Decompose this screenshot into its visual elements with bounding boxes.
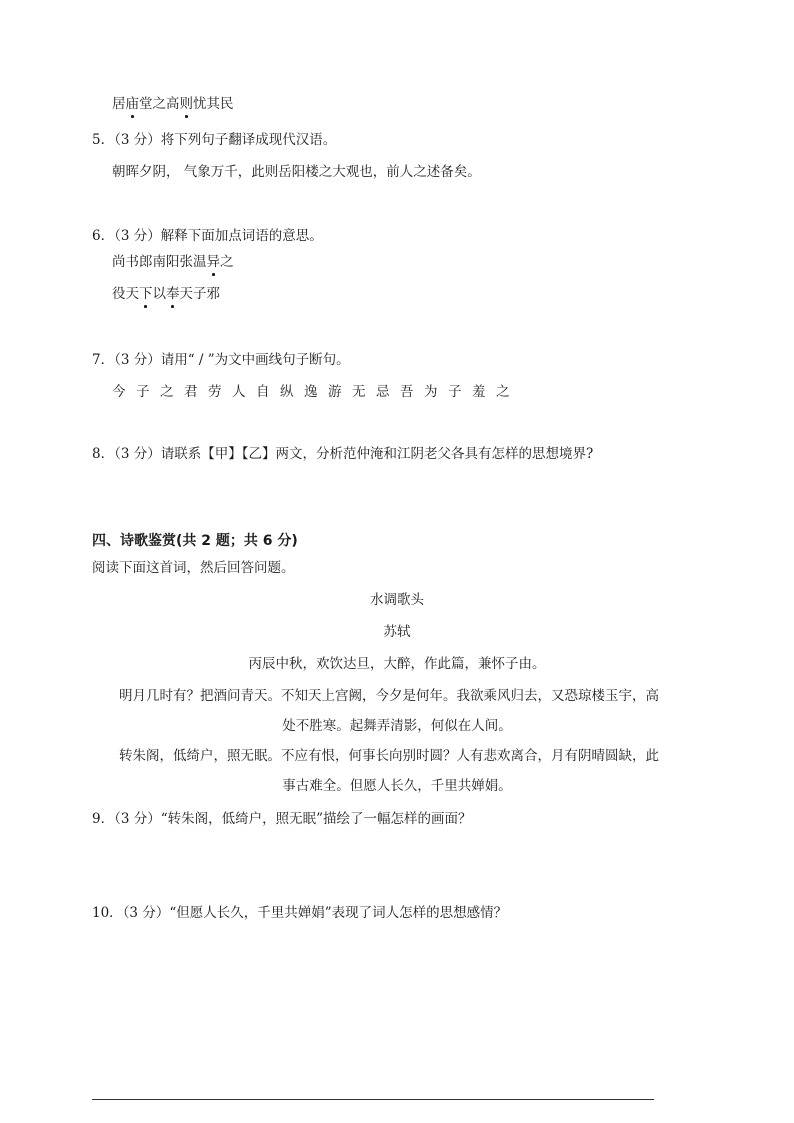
text-part: 尚书郎南阳张温 — [112, 254, 207, 270]
poem-stanza-2-line-2: 事古难全。但愿人长久，千里共婵娟。 — [282, 778, 512, 794]
question-6-item-1 — [112, 250, 234, 270]
question-10 — [92, 901, 507, 921]
question-score: （3 分） — [122, 905, 170, 921]
text-part: 忧其民 — [193, 96, 234, 112]
dotted-char: 奉 — [166, 282, 180, 302]
poem-stanza-2-line-1: 转朱阁，低绮户，照无眠。不应有恨，何事长向别时圆？人有悲欢离合，月有阴晴圆缺，此 — [119, 748, 659, 764]
question-score: （3 分） — [114, 446, 161, 462]
question-score: （3 分） — [114, 228, 161, 244]
text-part: 居 — [112, 96, 126, 112]
dotted-char: 庙 — [126, 92, 140, 112]
dotted-char: 异 — [207, 250, 221, 270]
question-score: （3 分） — [114, 811, 161, 827]
question-5 — [92, 128, 336, 148]
question-score: （3 分） — [114, 132, 161, 148]
text-part: 堂之高 — [139, 96, 180, 112]
question-4-item-line — [112, 92, 234, 112]
question-prompt: 将下列句子翻译成现代汉语。 — [160, 132, 337, 148]
poem-author: 苏轼 — [383, 624, 411, 640]
question-7-sentence: 今子之君劳人自纵逸游无忌吾为子羞之 — [112, 384, 520, 400]
question-prompt: 解释下面加点词语的意思。 — [160, 228, 323, 244]
poem-title: 水调歌头 — [370, 592, 424, 608]
question-number: 5． — [92, 132, 115, 148]
question-prompt: 请用“ / ”为文中画线句子断句。 — [160, 352, 350, 368]
text-part: 役天 — [112, 286, 139, 302]
poem-stanza-1-line-1: 明月几时有？把酒问青天。不知天上宫阙，今夕是何年。我欲乘风归去，又恐琼楼玉宇，高 — [119, 688, 659, 704]
section-intro: 阅读下面这首词，然后回答问题。 — [92, 560, 295, 576]
text-part: 以 — [152, 286, 166, 302]
question-score: （3 分） — [114, 352, 161, 368]
dotted-char: 则 — [180, 92, 194, 112]
question-6 — [92, 224, 323, 244]
question-number: 7． — [92, 352, 115, 368]
section-heading: 四、诗歌鉴赏(共 2 题；共 6 分) — [92, 533, 298, 549]
question-prompt: “但愿人长久，千里共婵娟”表现了词人怎样的思想感情？ — [169, 905, 508, 921]
question-6-item-2 — [112, 282, 220, 302]
dotted-char: 下 — [139, 282, 153, 302]
poem-stanza-1-line-2: 处不胜寒。起舞弄清影，何似在人间。 — [282, 718, 512, 734]
question-number: 8． — [92, 446, 115, 462]
question-number: 6． — [92, 228, 115, 244]
text-part: 天子邪 — [179, 286, 220, 302]
question-5-sentence: 朝晖夕阴， 气象万千，此则岳阳楼之大观也，前人之述备矣。 — [112, 164, 481, 180]
question-number: 10． — [92, 905, 123, 921]
question-prompt: 请联系【甲】【乙】两文，分析范仲淹和江阴老父各具有怎样的思想境界? — [160, 446, 594, 462]
question-9 — [92, 807, 472, 827]
question-7 — [92, 348, 350, 368]
question-prompt: “转朱阁，低绮户，照无眠”描绘了一幅怎样的画面？ — [160, 811, 472, 827]
question-8 — [92, 442, 593, 462]
footer-divider — [92, 1099, 654, 1100]
poem-preface: 丙辰中秋，欢饮达旦，大醉，作此篇，兼怀子由。 — [248, 656, 546, 672]
text-part: 之 — [220, 254, 234, 270]
question-number: 9． — [92, 811, 115, 827]
